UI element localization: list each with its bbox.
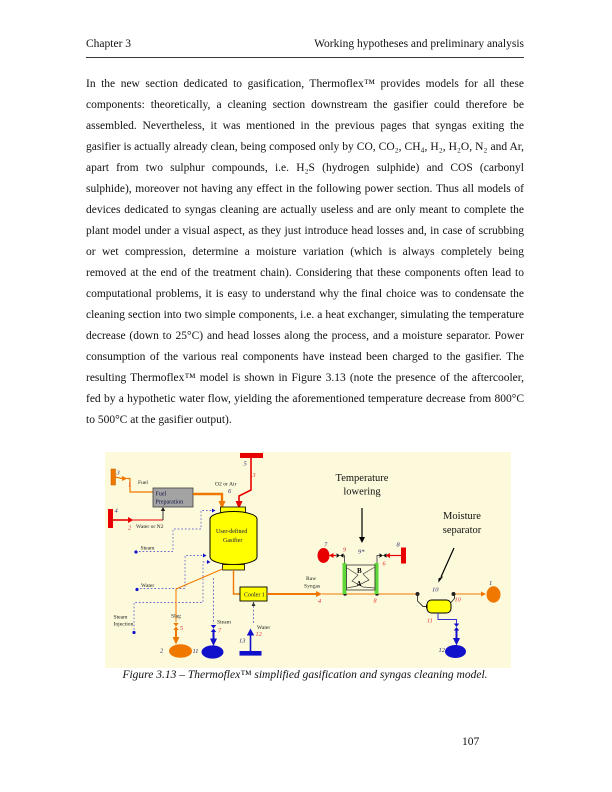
hx-cold-out-stream-number: 9 xyxy=(343,546,347,554)
raw-syngas-label-2: Syngas xyxy=(304,583,321,590)
water-feed-label: Water xyxy=(141,583,155,589)
syngas-outlet-sink-icon xyxy=(487,586,501,602)
header-chapter: Chapter 3 xyxy=(86,38,132,50)
raw-syngas-stream-number: 4 xyxy=(318,598,322,605)
hx-side-a-label: A xyxy=(356,580,362,588)
gasifier-label-2: Gasifier xyxy=(223,538,243,544)
water-stream-number: 2 xyxy=(128,524,132,532)
water-feed-node-icon xyxy=(135,588,138,591)
header-running-title: Working hypotheses and preliminary analysis xyxy=(314,38,524,50)
raw-syngas-label-1: Raw xyxy=(306,576,317,582)
o2-air-id: 6 xyxy=(228,488,232,495)
hx-hot-sink-id: 7 xyxy=(324,541,328,549)
page-number: 107 xyxy=(462,736,480,748)
hx-cold-in-stream-number: 6 xyxy=(382,560,386,568)
figure-3-13 xyxy=(105,452,511,668)
steam-stream-number: 7 xyxy=(218,627,222,635)
o2-stream-number: 3 xyxy=(252,472,256,479)
hx-hot-outlet-sink-icon xyxy=(318,548,330,563)
separator-unit-id: 10 xyxy=(432,586,439,594)
o2-or-air-label: O2 or Air xyxy=(215,481,237,488)
body-paragraph: In the new section dedicated to gasification, Thermoflex™ provides models for all these components: theoretically, a cleaning section downstream the gasifier could therefore be assembled. Nevertheless, it was mentioned in the previous pages that syngas exiting the gasifier is actually already clean, being composed only by CO, CO₂, CH₄, H₂, H₂O, N₂ and Ar, apart from two sulphur compounds, i.e. H₂S (hydrogen sulphide) and COS (carbonyl sulphide), moreover not having any effect in the following power section. Thus all models of devices dedicated to syngas cleaning are actually useless and are only meant to complete the plant model under a visual aspect, as they just introduce head losses and, in case of scrubbing or wet compression, determine a moisture variation (which is always completely being removed at the end of the treatment chain). Considering that these components often lead to computational problems, it is easy to understand why the final choice was to condensate the cleaning section into two simple components, i.e. a heat exchanger, simulating the temperature decrease (down to 25°C) and head losses along the process, and a moisture separator. Power consumption of the various real components have instead been charged to the gasifier. The resulting Thermoflex™ model is shown in Figure 3.13 (note the presence of the aftercooler, fed by a hypothetic water flow, yielding the aforementioned temperature decrease from 800°C to 500°C at the gasifier output). xyxy=(86,78,524,426)
hx-unit-id: 9* xyxy=(358,548,365,556)
fuel-stream-number: 1 xyxy=(128,481,132,489)
cooler-water-stream-number: 12 xyxy=(255,631,262,638)
figure-caption: Figure 3.13 – Thermoflex™ simplified gasification and syngas cleaning model. xyxy=(122,669,488,681)
gasifier-label-1: User-defined xyxy=(216,529,248,535)
water-n2-source-icon xyxy=(108,509,113,528)
steam-injection-label-2: Injection xyxy=(113,621,134,628)
slag-stream-number: 5 xyxy=(180,625,184,632)
cooler-water-label: Water xyxy=(257,625,271,631)
drain-sink-id: 12 xyxy=(438,647,445,654)
temp-annotation-line2: lowering xyxy=(343,486,381,498)
fuel-prep-label-2: Preparation xyxy=(155,499,184,506)
fuel-label: Fuel xyxy=(138,480,148,486)
steam-injection-label-1: Steam xyxy=(113,614,128,621)
slag-sink-icon xyxy=(169,644,192,658)
steam-sink-icon xyxy=(202,645,224,658)
hx-out-stream-number: 8 xyxy=(373,597,377,605)
moisture-separator-box xyxy=(427,600,451,613)
page-header xyxy=(86,38,524,58)
fuel-prep-label-1: Fuel xyxy=(155,491,167,498)
steam-injection-node-icon xyxy=(132,631,135,634)
water-drain-sink-icon xyxy=(445,645,466,658)
drain-stream-number: 11 xyxy=(427,617,433,625)
figure-background xyxy=(105,452,511,668)
cooler-water-source-id: 13 xyxy=(239,637,246,645)
temp-annotation-line1: Temperature xyxy=(335,473,389,484)
hx-cold-source-id: 8 xyxy=(396,541,400,549)
separator-out-stream-number: 10 xyxy=(454,596,461,604)
fuel-source-icon xyxy=(111,469,116,485)
flow-diagram xyxy=(105,452,511,668)
moist-annotation-line1: Moisture xyxy=(443,511,481,522)
moist-annotation-line2: separator xyxy=(442,525,482,536)
water-or-n2-label: Water or N2 xyxy=(136,524,164,530)
steam-out-label: Steam xyxy=(217,619,231,626)
steam-feed-node-icon xyxy=(134,550,137,553)
fuel-source-id: 3 xyxy=(116,469,120,477)
hx-side-b-label: B xyxy=(357,567,362,575)
o2-source-icon xyxy=(240,453,263,458)
o2-source-id: 5 xyxy=(243,460,247,468)
water-source-id: 4 xyxy=(114,507,118,515)
syngas-sink-id: 1 xyxy=(489,580,493,587)
slag-label: Slag xyxy=(171,613,181,620)
hx-cold-source-icon xyxy=(401,548,406,564)
cooler-label: Cooler 1 xyxy=(244,592,265,599)
steam-feed-label: Steam xyxy=(140,545,155,552)
hx-green-bar-left xyxy=(343,563,347,594)
cooler-water-source-icon xyxy=(240,651,262,656)
slag-sink-id: 2 xyxy=(160,647,164,655)
steam-sink-id: 11 xyxy=(192,648,199,655)
